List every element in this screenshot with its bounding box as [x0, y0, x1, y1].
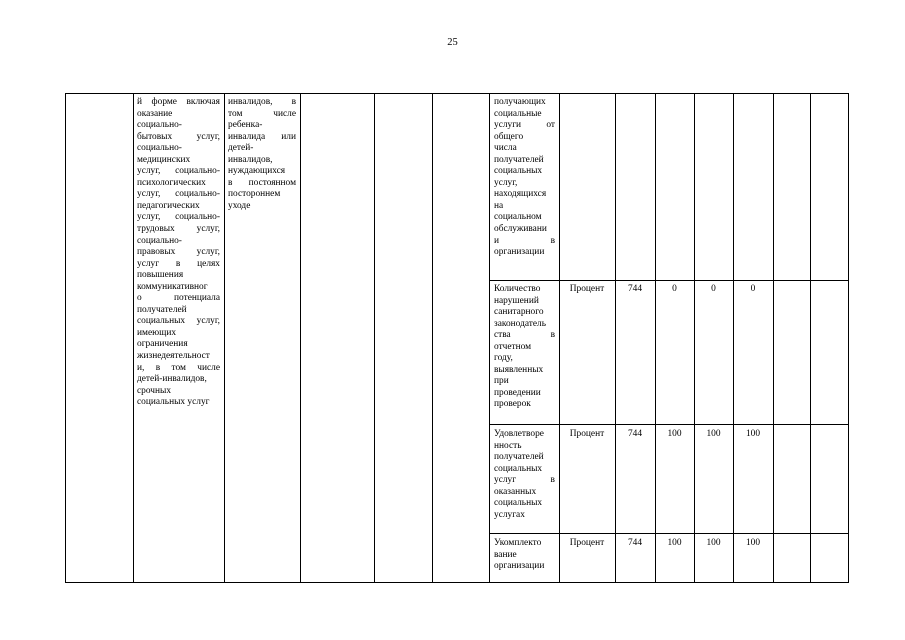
- cell-text-line: социально-: [137, 143, 182, 154]
- cell-text-line: услуг,: [494, 177, 518, 188]
- cell-text-line: общего: [494, 131, 524, 142]
- cell-text-line: постороннем: [228, 189, 281, 200]
- cell-text-line: услуги от: [494, 120, 555, 131]
- cell-text-line: услуг в: [494, 475, 555, 486]
- indicator-name-cell: [494, 538, 555, 573]
- cell-text-line: в постоянном: [228, 177, 296, 188]
- cell-text-line: инвалидов,: [228, 154, 273, 165]
- table-top-border: [65, 93, 848, 94]
- cell-text-line: числа: [494, 143, 517, 154]
- cell-text-line: повышения: [137, 270, 184, 281]
- cell-text-line: выявленных: [494, 364, 544, 375]
- unit-cell: Процент: [569, 429, 605, 439]
- column-divider: [615, 93, 616, 583]
- value-cell: 100: [706, 429, 721, 439]
- cell-text-line: том числе: [228, 108, 296, 119]
- cell-text-line: ребенка-: [228, 120, 263, 131]
- cell-text-line: детей-: [228, 143, 254, 154]
- cell-text-line: получателей: [494, 154, 544, 165]
- cell-text-line: срочных: [137, 385, 172, 396]
- service-description-cell: [137, 97, 220, 409]
- cell-text-line: оказание: [137, 108, 173, 119]
- cell-text-line: педагогических: [137, 200, 200, 211]
- cell-text-line: проверок: [494, 399, 531, 410]
- cell-text-line: социальных услуг,: [137, 316, 220, 327]
- column-divider: [300, 93, 301, 583]
- value-cell: 0: [750, 284, 756, 294]
- cell-text-line: медицинских: [137, 154, 191, 165]
- unit-cell: Процент: [569, 284, 605, 294]
- cell-text-line: вание: [494, 549, 517, 560]
- cell-text-line: отчетном: [494, 341, 532, 352]
- column-divider: [733, 93, 734, 583]
- cell-text-line: нность: [494, 440, 522, 451]
- recipient-category-cell: [228, 97, 296, 212]
- cell-text-line: и в: [494, 235, 555, 246]
- indicator-name-cell: [494, 284, 555, 411]
- okei-code-cell: 744: [627, 538, 643, 548]
- column-divider: [848, 93, 849, 583]
- cell-text-line: услуг, социально-: [137, 189, 220, 200]
- cell-text-line: организации: [494, 561, 545, 572]
- cell-text-line: услуг, социально-: [137, 166, 220, 177]
- value-cell: 100: [745, 429, 761, 439]
- cell-text-line: жизнедеятельност: [137, 351, 210, 362]
- value-cell: 100: [706, 538, 721, 548]
- cell-text-line: й форме включая: [137, 97, 220, 107]
- cell-text-line: ства в: [494, 330, 555, 341]
- unit-cell: Процент: [569, 538, 605, 548]
- table-bottom-border: [65, 582, 848, 583]
- cell-text-line: организации: [494, 247, 545, 258]
- column-divider: [489, 93, 490, 583]
- cell-text-line: законодатель: [494, 318, 546, 329]
- indicator-name-cell: [494, 429, 555, 521]
- cell-text-line: детей-инвалидов,: [137, 374, 207, 385]
- indicator-name-cell: [494, 97, 555, 259]
- column-divider: [65, 93, 66, 583]
- cell-text-line: инвалида или: [228, 131, 296, 142]
- column-divider: [374, 93, 375, 583]
- column-divider: [655, 93, 656, 583]
- cell-text-line: инвалидов, в: [228, 97, 296, 107]
- cell-text-line: социальном: [494, 212, 542, 223]
- cell-text-line: социально-: [137, 235, 182, 246]
- cell-text-line: нуждающихся: [228, 166, 286, 177]
- cell-text-line: социальных: [494, 166, 543, 177]
- cell-text-line: услугах: [494, 509, 525, 520]
- cell-text-line: Количество: [494, 284, 541, 294]
- row-divider: [489, 280, 848, 281]
- cell-text-line: получателей: [494, 452, 544, 463]
- page-number: 25: [447, 37, 458, 48]
- value-cell: 100: [745, 538, 761, 548]
- cell-text-line: услуг в целях: [137, 258, 220, 269]
- cell-text-line: психологических: [137, 177, 206, 188]
- row-divider: [489, 533, 848, 534]
- cell-text-line: социально-: [137, 120, 182, 131]
- okei-code-cell: 744: [627, 429, 643, 439]
- cell-text-line: оказанных: [494, 486, 537, 497]
- cell-text-line: услуг, социально-: [137, 212, 220, 223]
- cell-text-line: Укомплекто: [494, 538, 542, 548]
- cell-text-line: году,: [494, 353, 513, 364]
- value-cell: 0: [672, 284, 677, 294]
- cell-text-line: социальных услуг: [137, 397, 210, 408]
- cell-text-line: при: [494, 376, 509, 387]
- value-cell: 0: [711, 284, 716, 294]
- cell-text-line: правовых услуг,: [137, 247, 220, 258]
- column-divider: [559, 93, 560, 583]
- column-divider: [432, 93, 433, 583]
- cell-text-line: о потенциала: [137, 293, 220, 304]
- cell-text-line: уходе: [228, 200, 251, 211]
- value-cell: 100: [667, 538, 682, 548]
- okei-code-cell: 744: [627, 284, 643, 294]
- cell-text-line: санитарного: [494, 307, 544, 318]
- cell-text-line: обслуживани: [494, 224, 547, 235]
- row-divider: [489, 424, 848, 425]
- value-cell: 100: [667, 429, 682, 439]
- cell-text-line: социальные: [494, 108, 542, 119]
- cell-text-line: находящихся: [494, 189, 547, 200]
- column-divider: [810, 93, 811, 583]
- cell-text-line: и, в том числе: [137, 362, 220, 373]
- cell-text-line: коммуникативног: [137, 281, 208, 292]
- cell-text-line: бытовых услуг,: [137, 131, 220, 142]
- column-divider: [694, 93, 695, 583]
- cell-text-line: на: [494, 200, 504, 211]
- column-divider: [773, 93, 774, 583]
- cell-text-line: ограничения: [137, 339, 188, 350]
- cell-text-line: социальных: [494, 463, 543, 474]
- cell-text-line: получающих: [494, 97, 546, 107]
- cell-text-line: нарушений: [494, 295, 539, 306]
- cell-text-line: социальных: [494, 498, 543, 509]
- column-divider: [224, 93, 225, 583]
- column-divider: [133, 93, 134, 583]
- cell-text-line: Удовлетворе: [494, 429, 544, 439]
- cell-text-line: проведении: [494, 387, 541, 398]
- cell-text-line: получателей: [137, 304, 187, 315]
- cell-text-line: трудовых услуг,: [137, 224, 220, 235]
- cell-text-line: имеющих: [137, 327, 177, 338]
